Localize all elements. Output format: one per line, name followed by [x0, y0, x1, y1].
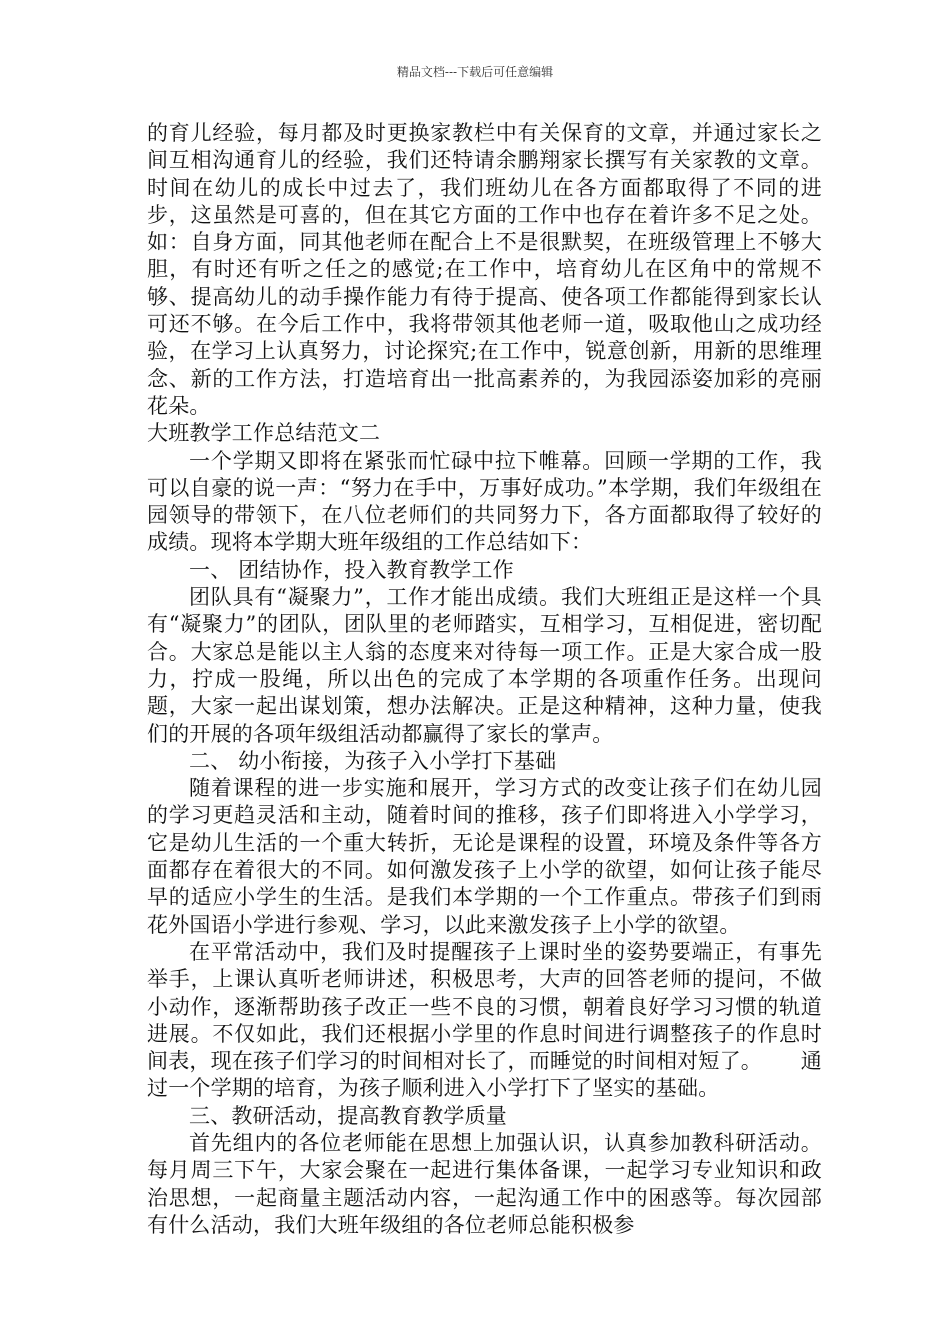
paragraph-continued: 的育儿经验，每月都及时更换家教栏中有关保育的文章，并通过家长之间互相沟通育儿的经验，我们还特请余鹏翔家长撰写有关家教的文章。时间在幼儿的成长中过去了，我们班幼儿在各方面都取得了不同的进步，这虽然是可喜的，但在其它方面的工作中也存在着许多不足之处。如：自身方面，同其他老师在配合上不是很默契，在班级管理上不够大胆，有时还有听之任之的感觉;在工作中，培育幼儿在区角中的常规不够、提高幼儿的动手操作能力有待于提高、使各项工作都能得到家长认可还不够。在今后工作中，我将带领其他老师一道，吸取他山之成功经验，在学习上认真努力，讨论探究;在工作中，锐意创新，用新的思维理念、新的工作方法，打造培育出一批高素养的，为我园添姿加彩的亮丽花朵。 [147, 121, 822, 418]
paragraph-teamwork: 团队具有“凝聚力”，工作才能出成绩。我们大班组正是这样一个具有“凝聚力”的团队，团队里的老师踏实，互相学习，互相促进，密切配合。大家总是能以主人翁的态度来对待每一项工作。正是大家合成一股力，拧成一股绳，所以出色的完成了本学期的各项重作任务。出现问题，大家一起出谋划策，想办法解决。正是这种精神，这种力量，使我们的开展的各项年级组活动都赢得了家长的掌声。 [147, 585, 822, 746]
section-title: 大班教学工作总结范文二 [147, 421, 381, 446]
paragraph-research: 首先组内的各位老师能在思想上加强认识，认真参加教科研活动。每月周三下午，大家会聚在一起进行集体备课，一起学习专业知识和政治思想，一起商量主题活动内容，一起沟通工作中的困惑等。每次园部有什么活动，我们大班年级组的各位老师总能积极参 [147, 1130, 822, 1237]
document-body [147, 120, 822, 1239]
paragraph-transition: 随着课程的进一步实施和展开，学习方式的改变让孩子们在幼儿园的学习更趋灵活和主动，随着时间的推移，孩子们即将进入小学学习，它是幼儿生活的一个重大转折，无论是课程的设置，环境及条件等各方面都存在着很大的不同。如何激发孩子上小学的欲望，如何让孩子能尽早的适应小学生的生活。是我们本学期的一个工作重点。带孩子们到雨花外国语小学进行参观、学习，以此来激发孩子上小学的欲望。 [147, 776, 822, 937]
page-header: 精品文档---下载后可任意编辑 [396, 65, 554, 79]
paragraph-intro: 一个学期又即将在紧张而忙碌中拉下帷幕。回顾一学期的工作，我可以自豪的说一声：“努力在手中，万事好成功。”本学期，我们年级组在园领导的带领下，在八位老师们的共同努力下，各方面都取得了较好的成绩。现将本学期大班年级组的工作总结如下： [147, 448, 822, 555]
subheading-2: 二、 幼小衔接，为孩子入小学打下基础 [189, 748, 557, 773]
subheading-1: 一、 团结协作，投入教育教学工作 [189, 557, 514, 582]
paragraph-habits: 在平常活动中，我们及时提醒孩子上课时坐的姿势要端正，有事先举手，上课认真听老师讲述，积极思考，大声的回答老师的提问，不做小动作，逐渐帮助孩子改正一些不良的习惯，朝着良好学习习惯的轨道进展。不仅如此，我们还根据小学里的作息时间进行调整孩子的作息时间表，现在孩子们学习的时间相对长了，而睡觉的时间相对短了。 通过一个学期的培育，为孩子顺利进入小学打下了坚实的基础。 [147, 939, 822, 1101]
subheading-3: 三、教研活动，提高教育教学质量 [189, 1103, 507, 1128]
